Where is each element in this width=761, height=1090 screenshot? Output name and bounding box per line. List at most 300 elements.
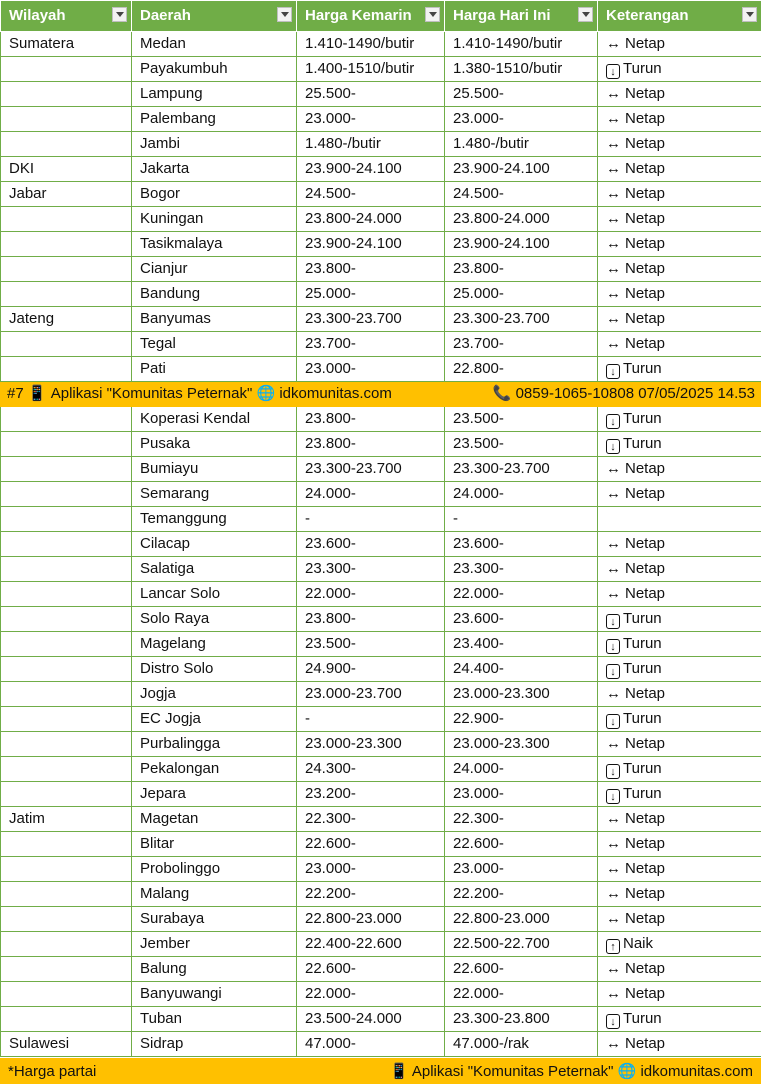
cell-harga-hari-ini-text: 22.600-: [453, 960, 504, 977]
cell-harga-kemarin[interactable]: [297, 257, 445, 282]
cell-keterangan[interactable]: [598, 332, 761, 357]
cell-daerah[interactable]: [132, 532, 297, 557]
table-row: [1, 607, 761, 632]
cell-harga-hari-ini[interactable]: [445, 982, 598, 1007]
table-row: [1, 457, 761, 482]
cell-daerah-text: Sidrap: [140, 1035, 184, 1052]
cell-harga-kemarin[interactable]: [297, 932, 445, 957]
cell-wilayah-text: DKI: [9, 160, 35, 177]
cell-keterangan-text: Turun: [623, 1010, 662, 1027]
left-right-arrow-icon: ↔: [606, 185, 621, 202]
cell-daerah-text: Semarang: [140, 485, 210, 502]
cell-daerah[interactable]: [132, 632, 297, 657]
cell-harga-hari-ini[interactable]: [445, 732, 598, 757]
cell-harga-hari-ini[interactable]: [445, 132, 598, 157]
cell-harga-hari-ini-text: 23.300-: [453, 560, 504, 577]
footer-note: *Harga partai: [8, 1062, 97, 1080]
cell-harga-hari-ini[interactable]: [445, 557, 598, 582]
cell-keterangan[interactable]: [598, 707, 761, 732]
cell-daerah[interactable]: [132, 582, 297, 607]
cell-daerah-text: Bandung: [140, 285, 201, 302]
cell-harga-hari-ini[interactable]: [445, 432, 598, 457]
cell-keterangan-text: Netap: [625, 335, 666, 352]
left-right-arrow-icon: ↔: [606, 35, 621, 52]
cell-harga-kemarin-text: 22.600-: [305, 835, 356, 852]
cell-wilayah[interactable]: [1, 257, 132, 282]
cell-wilayah[interactable]: [1, 757, 132, 782]
col-header-wilayah[interactable]: [1, 1, 132, 32]
cell-keterangan-text: Turun: [623, 785, 662, 802]
cell-harga-hari-ini[interactable]: [445, 532, 598, 557]
cell-harga-hari-ini-text: 23.700-: [453, 335, 504, 352]
cell-harga-hari-ini[interactable]: [445, 332, 598, 357]
cell-keterangan[interactable]: [598, 182, 761, 207]
cell-harga-kemarin[interactable]: [297, 882, 445, 907]
cell-harga-kemarin[interactable]: [297, 957, 445, 982]
cell-keterangan[interactable]: [598, 1007, 761, 1032]
cell-wilayah[interactable]: [1, 582, 132, 607]
cell-wilayah[interactable]: [1, 207, 132, 232]
cell-harga-kemarin[interactable]: [297, 807, 445, 832]
cell-daerah[interactable]: [132, 32, 297, 57]
cell-harga-hari-ini-text: 23.600-: [453, 610, 504, 627]
cell-keterangan[interactable]: [598, 557, 761, 582]
cell-wilayah[interactable]: [1, 432, 132, 457]
cell-wilayah[interactable]: [1, 482, 132, 507]
cell-harga-hari-ini-text: 24.500-: [453, 185, 504, 202]
cell-wilayah[interactable]: [1, 107, 132, 132]
cell-keterangan-text: Netap: [625, 310, 666, 327]
cell-daerah[interactable]: [132, 782, 297, 807]
cell-harga-hari-ini-text: 22.800-23.000: [453, 910, 550, 927]
cell-harga-hari-ini[interactable]: [445, 582, 598, 607]
cell-harga-kemarin[interactable]: [297, 332, 445, 357]
cell-harga-hari-ini[interactable]: [445, 182, 598, 207]
cell-daerah[interactable]: [132, 282, 297, 307]
cell-daerah-text: Magetan: [140, 810, 199, 827]
banner-left: [7, 382, 392, 406]
cell-keterangan-text: Netap: [625, 485, 666, 502]
cell-daerah[interactable]: [132, 707, 297, 732]
col-header-daerah[interactable]: [132, 1, 297, 32]
cell-daerah[interactable]: [132, 882, 297, 907]
cell-harga-kemarin-text: 23.300-: [305, 560, 356, 577]
cell-keterangan[interactable]: [598, 207, 761, 232]
cell-harga-kemarin[interactable]: [297, 282, 445, 307]
cell-harga-hari-ini[interactable]: [445, 257, 598, 282]
cell-keterangan[interactable]: [598, 857, 761, 882]
cell-harga-kemarin-text: 24.500-: [305, 185, 356, 202]
cell-daerah[interactable]: [132, 332, 297, 357]
table-row: [1, 732, 761, 757]
cell-harga-hari-ini[interactable]: [445, 482, 598, 507]
table-row: [1, 307, 761, 332]
cell-keterangan[interactable]: [598, 982, 761, 1007]
cell-harga-kemarin[interactable]: [297, 207, 445, 232]
cell-keterangan[interactable]: [598, 907, 761, 932]
cell-wilayah[interactable]: [1, 232, 132, 257]
cell-daerah[interactable]: [132, 357, 297, 382]
cell-keterangan[interactable]: [598, 57, 761, 82]
cell-harga-hari-ini[interactable]: [445, 957, 598, 982]
col-header-harga-hari-ini[interactable]: [445, 1, 598, 32]
cell-keterangan[interactable]: [598, 257, 761, 282]
cell-harga-kemarin[interactable]: [297, 482, 445, 507]
cell-keterangan[interactable]: [598, 532, 761, 557]
cell-keterangan[interactable]: [598, 232, 761, 257]
cell-keterangan[interactable]: [598, 582, 761, 607]
footer-bar: [0, 1058, 761, 1084]
cell-wilayah[interactable]: [1, 932, 132, 957]
cell-harga-kemarin[interactable]: [297, 457, 445, 482]
cell-daerah[interactable]: [132, 932, 297, 957]
down-arrow-icon: ↓: [606, 364, 620, 379]
banner-cell: [1, 382, 761, 407]
cell-daerah[interactable]: [132, 807, 297, 832]
down-arrow-icon: ↓: [606, 1014, 620, 1029]
left-right-arrow-icon: ↔: [606, 735, 621, 752]
cell-harga-hari-ini[interactable]: [445, 407, 598, 432]
cell-daerah[interactable]: [132, 982, 297, 1007]
cell-harga-hari-ini-text: 23.600-: [453, 535, 504, 552]
cell-harga-hari-ini-text: 23.900-24.100: [453, 235, 550, 252]
globe-icon: 🌐: [617, 1063, 637, 1080]
cell-harga-hari-ini[interactable]: [445, 232, 598, 257]
cell-wilayah[interactable]: [1, 507, 132, 532]
cell-harga-hari-ini[interactable]: [445, 282, 598, 307]
filter-dropdown-icon[interactable]: [578, 7, 593, 22]
table-row: [1, 882, 761, 907]
info-banner: [1, 382, 761, 407]
cell-harga-hari-ini-text: 24.000-: [453, 760, 504, 777]
left-right-arrow-icon: ↔: [606, 310, 621, 327]
cell-harga-hari-ini[interactable]: [445, 507, 598, 532]
cell-wilayah-text: Sumatera: [9, 35, 75, 52]
cell-harga-kemarin[interactable]: [297, 682, 445, 707]
cell-keterangan[interactable]: [598, 882, 761, 907]
cell-keterangan-text: Netap: [625, 985, 666, 1002]
cell-keterangan[interactable]: [598, 807, 761, 832]
cell-harga-kemarin[interactable]: [297, 582, 445, 607]
cell-harga-kemarin[interactable]: [297, 107, 445, 132]
cell-daerah[interactable]: [132, 757, 297, 782]
cell-harga-hari-ini[interactable]: [445, 1007, 598, 1032]
cell-daerah[interactable]: [132, 607, 297, 632]
footer-right: [390, 1062, 753, 1080]
header-row: [1, 1, 761, 32]
col-header-harga-kemarin[interactable]: [297, 1, 445, 32]
cell-harga-kemarin[interactable]: [297, 307, 445, 332]
cell-harga-kemarin[interactable]: [297, 657, 445, 682]
cell-keterangan[interactable]: [598, 757, 761, 782]
cell-keterangan[interactable]: [598, 482, 761, 507]
cell-harga-kemarin[interactable]: [297, 32, 445, 57]
cell-harga-kemarin-text: 1.400-1510/butir: [305, 60, 415, 77]
filter-dropdown-icon[interactable]: [277, 7, 292, 22]
cell-harga-kemarin-text: 23.200-: [305, 785, 356, 802]
left-right-arrow-icon: ↔: [606, 1035, 621, 1052]
cell-harga-kemarin[interactable]: [297, 407, 445, 432]
cell-daerah-text: Bumiayu: [140, 460, 199, 477]
cell-keterangan-text: Netap: [625, 885, 666, 902]
cell-daerah[interactable]: [132, 132, 297, 157]
cell-keterangan[interactable]: [598, 657, 761, 682]
cell-daerah[interactable]: [132, 57, 297, 82]
filter-dropdown-icon[interactable]: [742, 7, 757, 22]
cell-wilayah[interactable]: [1, 857, 132, 882]
cell-keterangan[interactable]: [598, 932, 761, 957]
cell-daerah[interactable]: [132, 157, 297, 182]
cell-keterangan[interactable]: [598, 282, 761, 307]
cell-keterangan[interactable]: [598, 32, 761, 57]
cell-harga-hari-ini-text: 47.000-/rak: [453, 1035, 529, 1052]
table-row: [1, 407, 761, 432]
cell-wilayah[interactable]: [1, 632, 132, 657]
left-right-arrow-icon: ↔: [606, 85, 621, 102]
cell-wilayah[interactable]: [1, 332, 132, 357]
cell-harga-kemarin[interactable]: [297, 232, 445, 257]
cell-keterangan[interactable]: [598, 157, 761, 182]
col-header-keterangan[interactable]: [598, 1, 761, 32]
cell-daerah[interactable]: [132, 432, 297, 457]
cell-daerah[interactable]: [132, 507, 297, 532]
cell-harga-hari-ini[interactable]: [445, 632, 598, 657]
cell-keterangan-text: Netap: [625, 735, 666, 752]
cell-harga-kemarin[interactable]: [297, 632, 445, 657]
cell-wilayah[interactable]: [1, 682, 132, 707]
cell-wilayah[interactable]: [1, 457, 132, 482]
cell-harga-kemarin-text: 23.700-: [305, 335, 356, 352]
cell-wilayah[interactable]: [1, 282, 132, 307]
cell-harga-hari-ini[interactable]: [445, 657, 598, 682]
cell-wilayah[interactable]: [1, 132, 132, 157]
cell-wilayah[interactable]: [1, 357, 132, 382]
cell-keterangan-text: Naik: [623, 935, 654, 952]
cell-harga-kemarin[interactable]: [297, 1032, 445, 1057]
cell-daerah[interactable]: [132, 257, 297, 282]
cell-harga-hari-ini[interactable]: [445, 782, 598, 807]
cell-harga-hari-ini-text: 23.000-: [453, 860, 504, 877]
cell-daerah[interactable]: [132, 857, 297, 882]
cell-wilayah[interactable]: [1, 1032, 132, 1057]
cell-daerah[interactable]: [132, 107, 297, 132]
cell-harga-kemarin[interactable]: [297, 757, 445, 782]
cell-daerah[interactable]: [132, 832, 297, 857]
cell-harga-hari-ini[interactable]: [445, 857, 598, 882]
cell-harga-kemarin[interactable]: [297, 607, 445, 632]
cell-harga-hari-ini[interactable]: [445, 682, 598, 707]
cell-wilayah-text: Jabar: [9, 185, 47, 202]
filter-dropdown-icon[interactable]: [425, 7, 440, 22]
cell-daerah[interactable]: [132, 1007, 297, 1032]
table-row: [1, 857, 761, 882]
cell-harga-hari-ini[interactable]: [445, 82, 598, 107]
cell-keterangan[interactable]: [598, 507, 761, 532]
cell-daerah[interactable]: [132, 182, 297, 207]
cell-keterangan[interactable]: [598, 132, 761, 157]
cell-harga-kemarin[interactable]: [297, 132, 445, 157]
table-body-bottom: [1, 407, 761, 1057]
cell-harga-hari-ini[interactable]: [445, 1032, 598, 1057]
cell-daerah-text: Distro Solo: [140, 660, 214, 677]
cell-wilayah[interactable]: [1, 557, 132, 582]
cell-harga-kemarin[interactable]: [297, 432, 445, 457]
cell-wilayah[interactable]: [1, 707, 132, 732]
cell-keterangan[interactable]: [598, 607, 761, 632]
cell-harga-kemarin[interactable]: [297, 782, 445, 807]
cell-harga-hari-ini-text: 23.000-23.300: [453, 735, 550, 752]
cell-keterangan[interactable]: [598, 432, 761, 457]
cell-wilayah[interactable]: [1, 607, 132, 632]
cell-harga-hari-ini[interactable]: [445, 457, 598, 482]
cell-harga-hari-ini[interactable]: [445, 107, 598, 132]
cell-harga-hari-ini[interactable]: [445, 832, 598, 857]
cell-wilayah[interactable]: [1, 407, 132, 432]
cell-harga-kemarin[interactable]: [297, 707, 445, 732]
left-right-arrow-icon: ↔: [606, 535, 621, 552]
cell-harga-hari-ini-text: 22.200-: [453, 885, 504, 902]
cell-keterangan-text: Netap: [625, 460, 666, 477]
cell-harga-hari-ini[interactable]: [445, 207, 598, 232]
cell-keterangan-text: Netap: [625, 685, 666, 702]
cell-wilayah[interactable]: [1, 182, 132, 207]
cell-keterangan[interactable]: [598, 82, 761, 107]
cell-wilayah[interactable]: [1, 32, 132, 57]
cell-harga-kemarin[interactable]: [297, 357, 445, 382]
banner-phone[interactable]: 0859-1065-10808: [515, 385, 635, 402]
cell-keterangan-text: Turun: [623, 660, 662, 677]
cell-harga-kemarin[interactable]: [297, 857, 445, 882]
cell-keterangan[interactable]: [598, 357, 761, 382]
cell-harga-hari-ini[interactable]: [445, 882, 598, 907]
cell-daerah-text: Banyumas: [140, 310, 211, 327]
cell-harga-kemarin[interactable]: [297, 57, 445, 82]
cell-daerah-text: Pekalongan: [140, 760, 220, 777]
cell-harga-hari-ini[interactable]: [445, 307, 598, 332]
cell-daerah[interactable]: [132, 682, 297, 707]
cell-harga-kemarin[interactable]: [297, 157, 445, 182]
cell-harga-hari-ini[interactable]: [445, 757, 598, 782]
cell-harga-hari-ini[interactable]: [445, 907, 598, 932]
cell-keterangan[interactable]: [598, 307, 761, 332]
cell-keterangan[interactable]: [598, 632, 761, 657]
cell-keterangan-text: Turun: [623, 60, 662, 77]
table-row: [1, 507, 761, 532]
cell-harga-kemarin[interactable]: [297, 832, 445, 857]
cell-wilayah[interactable]: [1, 157, 132, 182]
cell-wilayah[interactable]: [1, 882, 132, 907]
cell-harga-hari-ini[interactable]: [445, 57, 598, 82]
cell-wilayah[interactable]: [1, 57, 132, 82]
cell-keterangan[interactable]: [598, 682, 761, 707]
cell-harga-hari-ini[interactable]: [445, 357, 598, 382]
filter-dropdown-icon[interactable]: [112, 7, 127, 22]
cell-daerah[interactable]: [132, 907, 297, 932]
cell-keterangan[interactable]: [598, 107, 761, 132]
cell-daerah[interactable]: [132, 82, 297, 107]
cell-harga-hari-ini[interactable]: [445, 707, 598, 732]
cell-harga-kemarin-text: 24.300-: [305, 760, 356, 777]
cell-wilayah[interactable]: [1, 732, 132, 757]
cell-harga-kemarin[interactable]: [297, 82, 445, 107]
cell-keterangan[interactable]: [598, 1032, 761, 1057]
cell-harga-kemarin[interactable]: [297, 982, 445, 1007]
cell-wilayah[interactable]: [1, 532, 132, 557]
cell-wilayah[interactable]: [1, 907, 132, 932]
cell-wilayah[interactable]: [1, 657, 132, 682]
cell-keterangan[interactable]: [598, 782, 761, 807]
cell-keterangan-text: Netap: [625, 35, 666, 52]
cell-keterangan[interactable]: [598, 732, 761, 757]
cell-harga-hari-ini[interactable]: [445, 932, 598, 957]
cell-harga-kemarin[interactable]: [297, 907, 445, 932]
cell-wilayah[interactable]: [1, 1007, 132, 1032]
cell-keterangan[interactable]: [598, 957, 761, 982]
cell-daerah[interactable]: [132, 307, 297, 332]
cell-harga-kemarin[interactable]: [297, 532, 445, 557]
cell-harga-hari-ini[interactable]: [445, 607, 598, 632]
footer-site[interactable]: idkomunitas.com: [640, 1063, 753, 1080]
cell-daerah[interactable]: [132, 1032, 297, 1057]
cell-daerah[interactable]: [132, 957, 297, 982]
cell-keterangan-text: Netap: [625, 135, 666, 152]
left-right-arrow-icon: ↔: [606, 810, 621, 827]
cell-wilayah[interactable]: [1, 782, 132, 807]
cell-daerah-text: Tuban: [140, 1010, 182, 1027]
table-row: [1, 982, 761, 1007]
cell-harga-kemarin[interactable]: [297, 182, 445, 207]
banner-tag: #7: [7, 385, 24, 402]
cell-keterangan-text: Netap: [625, 160, 666, 177]
cell-harga-hari-ini[interactable]: [445, 157, 598, 182]
cell-keterangan[interactable]: [598, 832, 761, 857]
cell-harga-kemarin-text: 23.800-24.000: [305, 210, 402, 227]
cell-harga-hari-ini-text: 22.800-: [453, 360, 504, 377]
banner-site[interactable]: idkomunitas.com: [279, 385, 392, 402]
cell-harga-hari-ini-text: 22.900-: [453, 710, 504, 727]
cell-harga-hari-ini[interactable]: [445, 807, 598, 832]
cell-daerah-text: Tasikmalaya: [140, 235, 223, 252]
cell-daerah[interactable]: [132, 457, 297, 482]
cell-daerah[interactable]: [132, 657, 297, 682]
cell-daerah[interactable]: [132, 732, 297, 757]
cell-wilayah[interactable]: [1, 982, 132, 1007]
cell-daerah[interactable]: [132, 207, 297, 232]
cell-harga-kemarin-text: 22.000-: [305, 985, 356, 1002]
cell-daerah[interactable]: [132, 407, 297, 432]
cell-harga-kemarin[interactable]: [297, 1007, 445, 1032]
cell-daerah-text: Jakarta: [140, 160, 190, 177]
cell-keterangan[interactable]: [598, 457, 761, 482]
table-row: [1, 207, 761, 232]
cell-wilayah[interactable]: [1, 957, 132, 982]
cell-harga-kemarin[interactable]: [297, 507, 445, 532]
table-row: [1, 582, 761, 607]
cell-daerah[interactable]: [132, 482, 297, 507]
cell-wilayah[interactable]: [1, 307, 132, 332]
cell-daerah[interactable]: [132, 232, 297, 257]
cell-keterangan[interactable]: [598, 407, 761, 432]
cell-harga-kemarin-text: 25.500-: [305, 85, 356, 102]
cell-wilayah[interactable]: [1, 807, 132, 832]
cell-daerah[interactable]: [132, 557, 297, 582]
table-row: [1, 1032, 761, 1057]
cell-wilayah[interactable]: [1, 82, 132, 107]
cell-harga-kemarin[interactable]: [297, 732, 445, 757]
cell-wilayah[interactable]: [1, 832, 132, 857]
cell-harga-kemarin[interactable]: [297, 557, 445, 582]
cell-harga-hari-ini[interactable]: [445, 32, 598, 57]
